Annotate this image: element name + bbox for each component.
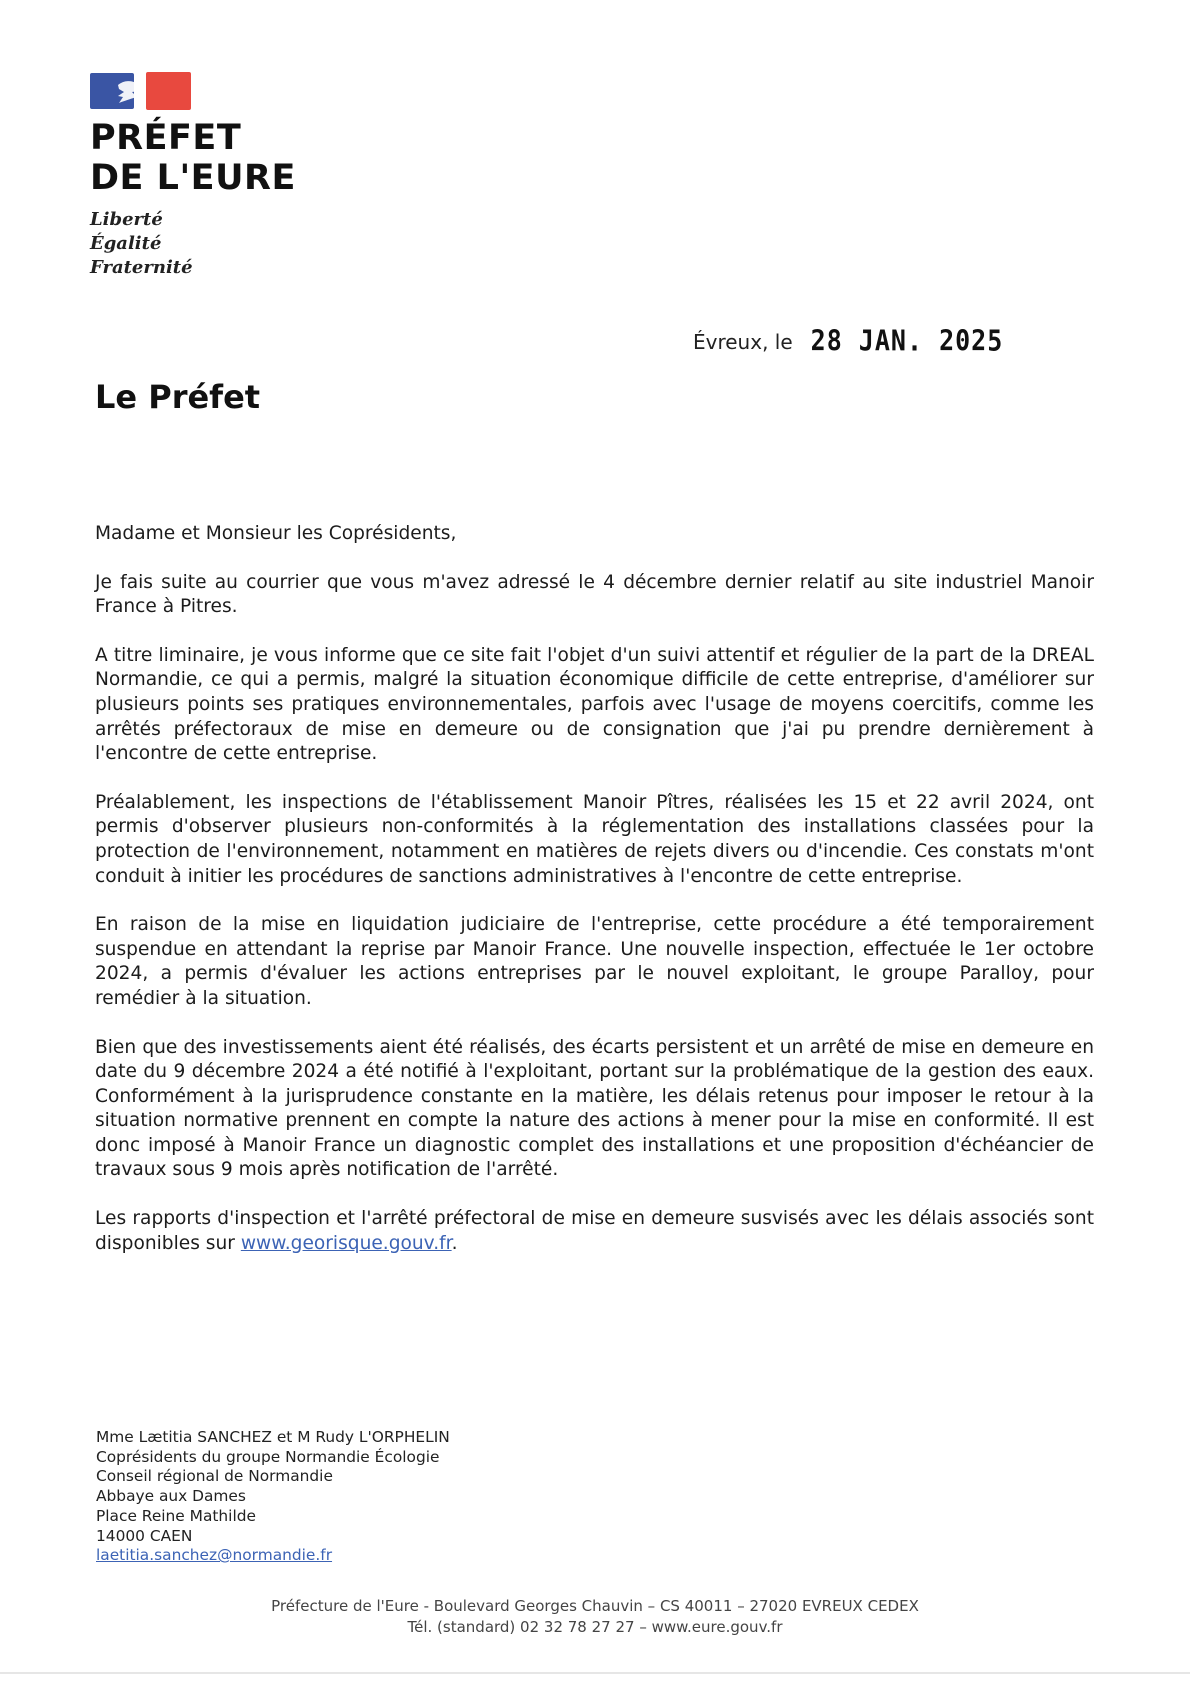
republic-motto xyxy=(90,208,296,280)
recipient-email-link[interactable]: laetitia.sanchez@normandie.fr xyxy=(96,1546,333,1565)
paragraph-6 xyxy=(95,1207,1094,1256)
paragraph-6-end: . xyxy=(451,1232,458,1254)
letter-body xyxy=(95,522,1094,1280)
org-name-line1: PRÉFET xyxy=(90,118,242,158)
georisque-link[interactable]: www.georisque.gouv.fr xyxy=(240,1232,452,1254)
paragraph-6-text: Les rapports d'inspection et l'arrêté préfectoral de mise en demeure susvisés avec les délais associés sont disponibles sur xyxy=(95,1208,1094,1254)
recipient-street-2: Place Reine Mathilde xyxy=(96,1506,256,1525)
paragraph-2: A titre liminaire, je vous informe que ce site fait l'objet d'un suivi attentif et régulier de la part de la DREAL Normandie, ce qui a permis, malgré la situation économique difficile de cette entreprise, d'améliorer sur plusieurs points ses pratiques environnementales, parfois avec l'usage de moyens coercitifs, comme les arrêtés préfectoraux de mise en demeure ou de consignation que j'ai pu prendre dernièrement à l'encontre de cette entreprise. xyxy=(95,644,1094,765)
sender-title: Le Préfet xyxy=(95,378,261,416)
paragraph-4: En raison de la mise en liquidation judiciaire de l'entreprise, cette procédure a été temporairement suspendue en attendant la reprise par Manoir France. Une nouvelle inspection, effectuée le 1er octobre 2024, a permis d'évaluer les actions entreprises par le nouvel exploitant, le groupe Paralloy, pour remédier à la situation. xyxy=(95,914,1094,1009)
motto-liberte: Liberté xyxy=(90,209,163,230)
prefecture-logo xyxy=(90,72,296,280)
page-footer xyxy=(0,1596,1190,1638)
footer-contact: Tél. (standard) 02 32 78 27 27 – www.eure.gouv.fr xyxy=(407,1618,783,1636)
bottom-divider xyxy=(0,1672,1190,1674)
motto-egalite: Égalité xyxy=(90,233,162,254)
recipient-city: 14000 CAEN xyxy=(96,1526,193,1545)
recipient-address xyxy=(96,1428,450,1566)
paragraph-3: Préalablement, les inspections de l'établissement Manoir Pîtres, réalisées les 15 et 22 avril 2024, ont permis d'observer plusieurs non-conformités à la réglementation des installations classées pour la protection de l'environnement, notamment en matières de rejets divers ou d'incendie. Ces constats m'ont conduit à initier les procédures de sanctions administratives à l'encontre de cette entreprise. xyxy=(95,791,1094,887)
paragraph-5: Bien que des investissements aient été réalisés, des écarts persistent et un arrêté de mise en demeure en date du 9 décembre 2024 a été notifié à l'exploitant, portant sur la problématique de la gestion des eaux. Conformément à la jurisprudence constante en la matière, les délais retenus pour imposer le retour à la situation normative prennent en compte la nature des actions à mener pour la mise en conformité. Il est donc imposé à Manoir France un diagnostic complet des installations et une proposition d'échéancier de travaux sous 9 mois après notification de l'arrêté. xyxy=(95,1036,1094,1181)
date-place: Évreux, le xyxy=(693,330,793,354)
paragraph-1: Je fais suite au courrier que vous m'avez adressé le 4 décembre dernier relatif au site industriel Manoir France à Pitres. xyxy=(95,571,1094,618)
recipient-role: Coprésidents du groupe Normandie Écologie xyxy=(96,1447,440,1466)
marianne-flag-icon xyxy=(90,72,191,110)
recipient-names: Mme Lætitia SANCHEZ et M Rudy L'ORPHELIN xyxy=(96,1428,450,1446)
letter-date xyxy=(693,323,1004,358)
salutation: Madame et Monsieur les Coprésidents, xyxy=(95,523,457,544)
date-stamp: 28 JAN. 2025 xyxy=(810,323,1004,358)
footer-address: Préfecture de l'Eure - Boulevard Georges Chauvin – CS 40011 – 27020 EVREUX CEDEX xyxy=(271,1597,919,1615)
motto-fraternite: Fraternité xyxy=(90,257,193,278)
recipient-street-1: Abbaye aux Dames xyxy=(96,1487,246,1506)
recipient-institution: Conseil régional de Normandie xyxy=(96,1467,333,1486)
org-name-line2: DE L'EURE xyxy=(90,158,296,198)
